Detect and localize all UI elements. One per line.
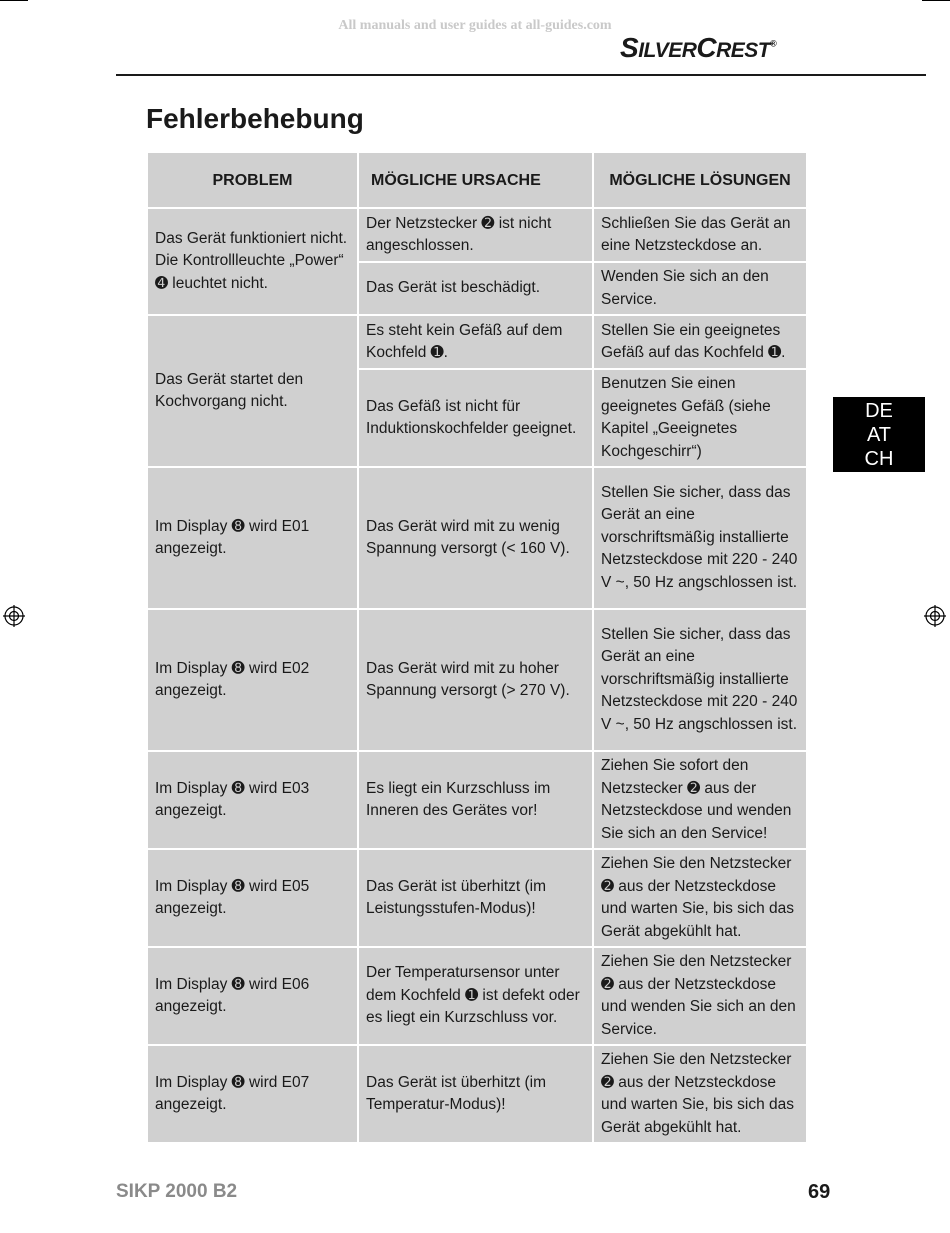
cause-cell: Der Netzstecker ➋ ist nicht angeschlossen. [358, 208, 593, 262]
problem-cell: Im Display ➑ wird E07 angezeigt. [147, 1045, 358, 1143]
watermark-text: All manuals and user guides at all-guides.com [338, 18, 612, 33]
table-header-row [147, 152, 807, 208]
problem-cell: Das Gerät startet den Kochvorgang nicht. [147, 315, 358, 467]
solution-cell: Stellen Sie sicher, dass das Gerät an eine vorschriftsmäßig installierte Netzsteckdose mit 220 - 240 V ~, 50 Hz angschlossen ist. [593, 467, 807, 609]
cause-cell: Es steht kein Gefäß auf dem Kochfeld ➊. [358, 315, 593, 369]
solution-cell: Wenden Sie sich an den Service. [593, 262, 807, 315]
solution-cell: Schließen Sie das Gerät an eine Netzsteckdose an. [593, 208, 807, 262]
problem-cell: Im Display ➑ wird E01 angezeigt. [147, 467, 358, 609]
problem-cell: Im Display ➑ wird E05 angezeigt. [147, 849, 358, 947]
table-row [147, 315, 807, 369]
header-rule [116, 74, 926, 76]
footer-page-number: 69 [808, 1181, 831, 1203]
header-solution: MÖGLICHE LÖSUNGEN [593, 152, 807, 208]
problem-cell: Im Display ➑ wird E02 angezeigt. [147, 609, 358, 751]
solution-cell: Benutzen Sie einen geeignetes Gefäß (siehe Kapitel „Geeignetes Kochgeschirr“) [593, 369, 807, 467]
table-row [147, 1045, 807, 1143]
header-cause: MÖGLICHE URSACHE [358, 152, 593, 208]
solution-cell: Ziehen Sie sofort den Netzstecker ➋ aus der Netzsteckdose und wenden Sie sich an den Service! [593, 751, 807, 849]
language-ch: CH [864, 448, 894, 470]
troubleshooting-table [146, 151, 808, 1144]
crop-mark-top-right [922, 0, 950, 1]
page-title: Fehlerbehebung [146, 103, 364, 134]
language-de: DE [865, 400, 893, 422]
cause-cell: Das Gerät ist überhitzt (im Temperatur-Modus)! [358, 1045, 593, 1143]
table-row [147, 609, 807, 751]
brand-logo: SILVERCREST® [620, 32, 777, 63]
problem-cell: Im Display ➑ wird E03 angezeigt. [147, 751, 358, 849]
table-row [147, 467, 807, 609]
cause-cell: Das Gefäß ist nicht für Induktionskochfelder geeignet. [358, 369, 593, 467]
table-row [147, 947, 807, 1045]
cause-cell: Das Gerät wird mit zu wenig Spannung versorgt (< 160 V). [358, 467, 593, 609]
registration-mark-icon [924, 605, 946, 627]
table-row [147, 751, 807, 849]
solution-cell: Ziehen Sie den Netzstecker ➋ aus der Netzsteckdose und warten Sie, bis sich das Gerät abgekühlt hat. [593, 1045, 807, 1143]
header-problem: PROBLEM [147, 152, 358, 208]
cause-cell: Der Temperatursensor unter dem Kochfeld ➊ ist defekt oder es liegt ein Kurzschluss vor. [358, 947, 593, 1045]
cause-cell: Es liegt ein Kurzschluss im Inneren des Gerätes vor! [358, 751, 593, 849]
footer-model-number: SIKP 2000 B2 [116, 1181, 238, 1202]
cause-cell: Das Gerät wird mit zu hoher Spannung versorgt (> 270 V). [358, 609, 593, 751]
language-at: AT [866, 424, 892, 446]
cause-cell: Das Gerät ist beschädigt. [358, 262, 593, 315]
registration-mark-icon [3, 605, 25, 627]
cause-cell: Das Gerät ist überhitzt (im Leistungsstufen-Modus)! [358, 849, 593, 947]
solution-cell: Stellen Sie sicher, dass das Gerät an eine vorschriftsmäßig installierte Netzsteckdose mit 220 - 240 V ~, 50 Hz angschlossen ist. [593, 609, 807, 751]
solution-cell: Ziehen Sie den Netzstecker ➋ aus der Netzsteckdose und wenden Sie sich an den Service. [593, 947, 807, 1045]
table-row [147, 849, 807, 947]
problem-cell: Im Display ➑ wird E06 angezeigt. [147, 947, 358, 1045]
solution-cell: Ziehen Sie den Netzstecker ➋ aus der Netzsteckdose und warten Sie, bis sich das Gerät abgekühlt hat. [593, 849, 807, 947]
language-tab [833, 397, 925, 472]
solution-cell: Stellen Sie ein geeignetes Gefäß auf das Kochfeld ➊. [593, 315, 807, 369]
problem-cell: Das Gerät funktioniert nicht. Die Kontrollleuchte „Power“ ➍ leuchtet nicht. [147, 208, 358, 315]
table-row [147, 208, 807, 262]
crop-mark-top-left [0, 0, 28, 1]
